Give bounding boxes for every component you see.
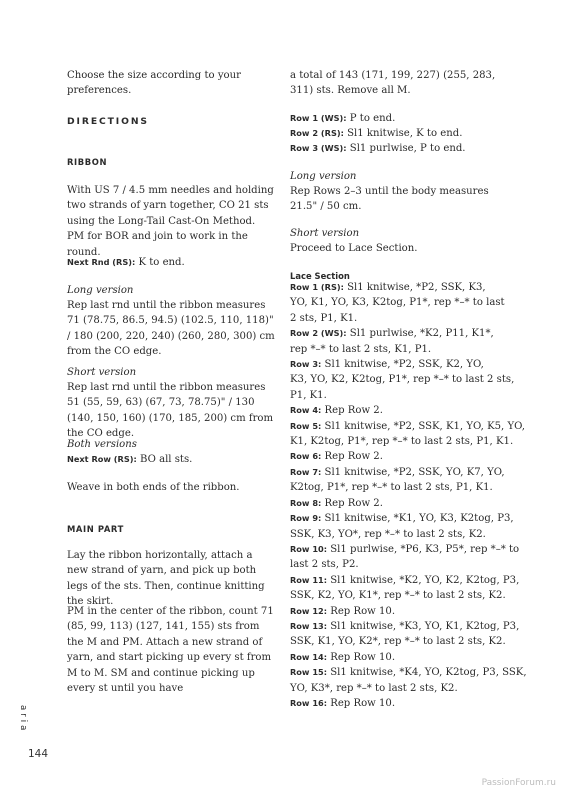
lace-row-text: last 2 sts, P2. (290, 559, 359, 571)
lace-row-label: Row 10: (290, 543, 328, 554)
lace-row-label: Row 2 (WS): (290, 328, 347, 339)
lace-row-text: Sl1 purlwise, *P6, K3, P5*, rep *–* to (327, 543, 520, 555)
lace-row-text: Sl1 knitwise, *K4, YO, K2tog, P3, SSK, (327, 667, 527, 679)
lace-row-label: Row 12: (290, 605, 328, 616)
lace-row-line (290, 388, 505, 403)
row-3-label: Row 3 (WS): (290, 143, 347, 153)
lace-row-label: Row 11: (290, 574, 328, 585)
lace-row-1 (290, 280, 505, 326)
lace-row-label: Row 9: (290, 513, 322, 524)
lace-row-label: Row 3: (290, 359, 322, 370)
lace-row-text: K1, K2tog, P1*, rep *–* to last 2 sts, P1, K1. (290, 436, 514, 448)
lace-row-line (290, 342, 505, 357)
lace-row-text: Sl1 knitwise, *P2, SSK, YO, K7, YO, (321, 466, 505, 478)
lace-row-line (290, 295, 505, 310)
lace-row-text: Rep Row 2. (321, 497, 383, 509)
lace-row-14 (290, 650, 505, 665)
lace-row-label: Row 13: (290, 620, 328, 631)
lace-row-label: Row 1 (RS): (290, 282, 344, 292)
lace-rows-list (290, 280, 527, 711)
short-version-heading-right: Short version (290, 228, 360, 239)
short-version-text-right: Proceed to Lace Section. (290, 243, 418, 254)
lace-row-line (290, 434, 514, 449)
lace-row-line (290, 604, 505, 619)
long-version-text: Rep last rnd until the ribbon measures 71 (78.75, 86.5, 94.5) (102.5, 110, 118)" / 180 (200, 220, 240) (260, 280, 300) cm from the CO edge. (67, 300, 275, 358)
ribbon-paragraph: With US 7 / 4.5 mm needles and holding two strands of yarn together, CO 21 sts using the Long-Tail Cast-On Method. PM for BOR and join to work in the round. (67, 185, 274, 258)
next-row-label: Next Row (RS): (67, 454, 137, 464)
lace-row-text: K2tog, P1*, rep *–* to last 2 sts, P1, K1. (290, 482, 493, 494)
lace-row-line (290, 449, 505, 464)
lace-row-line (290, 280, 505, 295)
lace-row-label: Row 6: (290, 451, 322, 462)
lace-row-label: Row 14: (290, 651, 328, 662)
lace-row-text: P1, K1. (290, 389, 327, 401)
lace-row-text: Sl1 knitwise, *K3, YO, K1, K2tog, P3, (327, 620, 520, 632)
lace-row-text: K3, YO, K2, K2tog, P1*, rep *–* to last 2 sts, (290, 374, 515, 386)
lace-row-text: Sl1 knitwise, *P2, SSK, K1, YO, K5, YO, (321, 420, 526, 432)
short-version-text: Rep last rnd until the ribbon measures 51 (55, 59, 63) (67, 73, 78.75)" / 130 (140, 150, 160) (170, 185, 200) cm from the CO edge. (67, 382, 274, 440)
lace-row-text: Rep Row 2. (321, 405, 383, 417)
lace-row-line (290, 634, 505, 649)
short-version-heading: Short version (67, 367, 137, 378)
lace-row-line (290, 573, 520, 588)
both-versions-heading: Both versions (67, 439, 137, 450)
directions-heading: DIRECTIONS (67, 116, 149, 127)
lace-row-line (290, 542, 520, 557)
watermark: PassionForum.ru (481, 778, 556, 788)
lace-row-label: Row 8: (290, 497, 322, 508)
lace-row-11 (290, 573, 520, 604)
row-2-text: Sl1 knitwise, K to end. (343, 128, 463, 139)
row-1-instruction (290, 111, 505, 126)
lace-row-text: SSK, K1, YO, K2*, rep *–* to last 2 sts, K2. (290, 636, 506, 648)
lace-row-line (290, 311, 505, 326)
main-part-paragraph-1: Lay the ribbon horizontally, attach a new strand of yarn, and pick up both legs of the sts. Then, continue knitting the skirt. (67, 550, 265, 608)
lace-row-text: Rep Row 10. (327, 605, 396, 617)
long-version-text-right: Rep Rows 2–3 until the body measures 21.5" / 50 cm. (290, 186, 489, 213)
lace-row-5 (290, 419, 526, 450)
lace-row-line (290, 326, 505, 341)
lace-section-heading: Lace Section (290, 271, 350, 281)
ribbon-heading: RIBBON (67, 157, 108, 167)
lace-row-label: Row 15: (290, 667, 328, 678)
lace-row-text: rep *–* to last 2 sts, K1, P1. (290, 343, 432, 355)
lace-row-line (290, 372, 515, 387)
lace-row-text: Rep Row 2. (321, 451, 383, 463)
lace-row-line (290, 665, 527, 680)
lace-row-text: Sl1 purlwise, *K2, P11, K1*, (346, 328, 494, 340)
lace-row-7 (290, 465, 505, 496)
lace-row-text: 2 sts, P1, K1. (290, 312, 358, 324)
lace-row-9 (290, 511, 514, 542)
lace-row-line (290, 650, 505, 665)
lace-row-text: Rep Row 10. (327, 697, 396, 709)
lace-row-line (290, 696, 505, 711)
next-row-instruction (67, 452, 275, 467)
next-rnd-text: K to end. (135, 257, 185, 268)
row-2-label: Row 2 (RS): (290, 128, 344, 138)
long-version-heading-right: Long version (290, 171, 357, 182)
row-2-instruction (290, 126, 505, 141)
row-1-text: P to end. (346, 113, 396, 124)
row-1-label: Row 1 (WS): (290, 113, 347, 123)
lace-row-16 (290, 696, 505, 711)
lace-row-line (290, 419, 526, 434)
lace-row-label: Row 16: (290, 697, 328, 708)
lace-row-label: Row 4: (290, 405, 322, 416)
lace-row-line (290, 357, 505, 372)
lace-row-8 (290, 496, 505, 511)
main-part-paragraph-2: PM in the center of the ribbon, count 71 (85, 99, 113) (127, 141, 155) sts from the M and PM. Attach a new strand of yarn, and start picking up every st from M to M. SM and continue picking up every st until you have (67, 606, 274, 695)
side-label: aria (18, 705, 28, 734)
lace-row-15 (290, 665, 527, 696)
page-number: 144 (28, 748, 49, 760)
lace-row-text: YO, K1, YO, K3, K2tog, P1*, rep *–* to last (290, 297, 505, 309)
lace-row-10 (290, 542, 520, 573)
row-3-text: Sl1 purlwise, P to end. (346, 143, 466, 154)
lace-row-line (290, 403, 505, 418)
lace-row-label: Row 7: (290, 466, 322, 477)
lace-row-text: Sl1 knitwise, *K2, YO, K2, K2tog, P3, (327, 574, 520, 586)
lace-row-text: Sl1 knitwise, *K1, YO, K3, K2tog, P3, (321, 513, 514, 525)
lace-row-line (290, 480, 505, 495)
lace-row-line (290, 527, 505, 542)
lace-row-line (290, 496, 505, 511)
lace-row-label: Row 5: (290, 420, 322, 431)
lace-row-line (290, 681, 505, 696)
next-row-text: BO all sts. (136, 454, 193, 465)
lace-row-13 (290, 619, 520, 650)
long-version-heading: Long version (67, 285, 134, 296)
lace-row-4 (290, 403, 505, 418)
lace-row-6 (290, 449, 505, 464)
lace-row-text: SSK, K2, YO, K1*, rep *–* to last 2 sts, K2. (290, 590, 506, 602)
lace-row-line (290, 619, 520, 634)
main-part-heading: MAIN PART (67, 524, 124, 534)
continued-line-1: a total of 143 (171, 199, 227) (255, 283, (290, 70, 496, 81)
lace-row-text: SSK, K3, YO*, rep *–* to last 2 sts, K2. (290, 528, 486, 540)
lace-row-line (290, 511, 514, 526)
lace-row-line (290, 588, 505, 603)
lace-row-text: Rep Row 10. (327, 651, 396, 663)
lace-row-line (290, 557, 505, 572)
lace-row-3 (290, 357, 515, 403)
lace-row-line (290, 465, 505, 480)
intro-text: Choose the size according to your preferences. (67, 70, 241, 97)
continued-line-2: 311) sts. Remove all M. (290, 85, 411, 96)
lace-row-2 (290, 326, 505, 357)
lace-row-12 (290, 604, 505, 619)
weave-text: Weave in both ends of the ribbon. (67, 482, 240, 493)
next-rnd-label: Next Rnd (RS): (67, 257, 136, 267)
lace-row-text: Sl1 knitwise, *P2, SSK, K2, YO, (321, 359, 484, 371)
lace-row-text: Sl1 knitwise, *P2, SSK, K3, (343, 282, 486, 293)
lace-row-text: YO, K3*, rep *–* to last 2 sts, K2. (290, 682, 458, 694)
row-3-instruction (290, 141, 505, 156)
next-rnd-instruction (67, 255, 275, 270)
